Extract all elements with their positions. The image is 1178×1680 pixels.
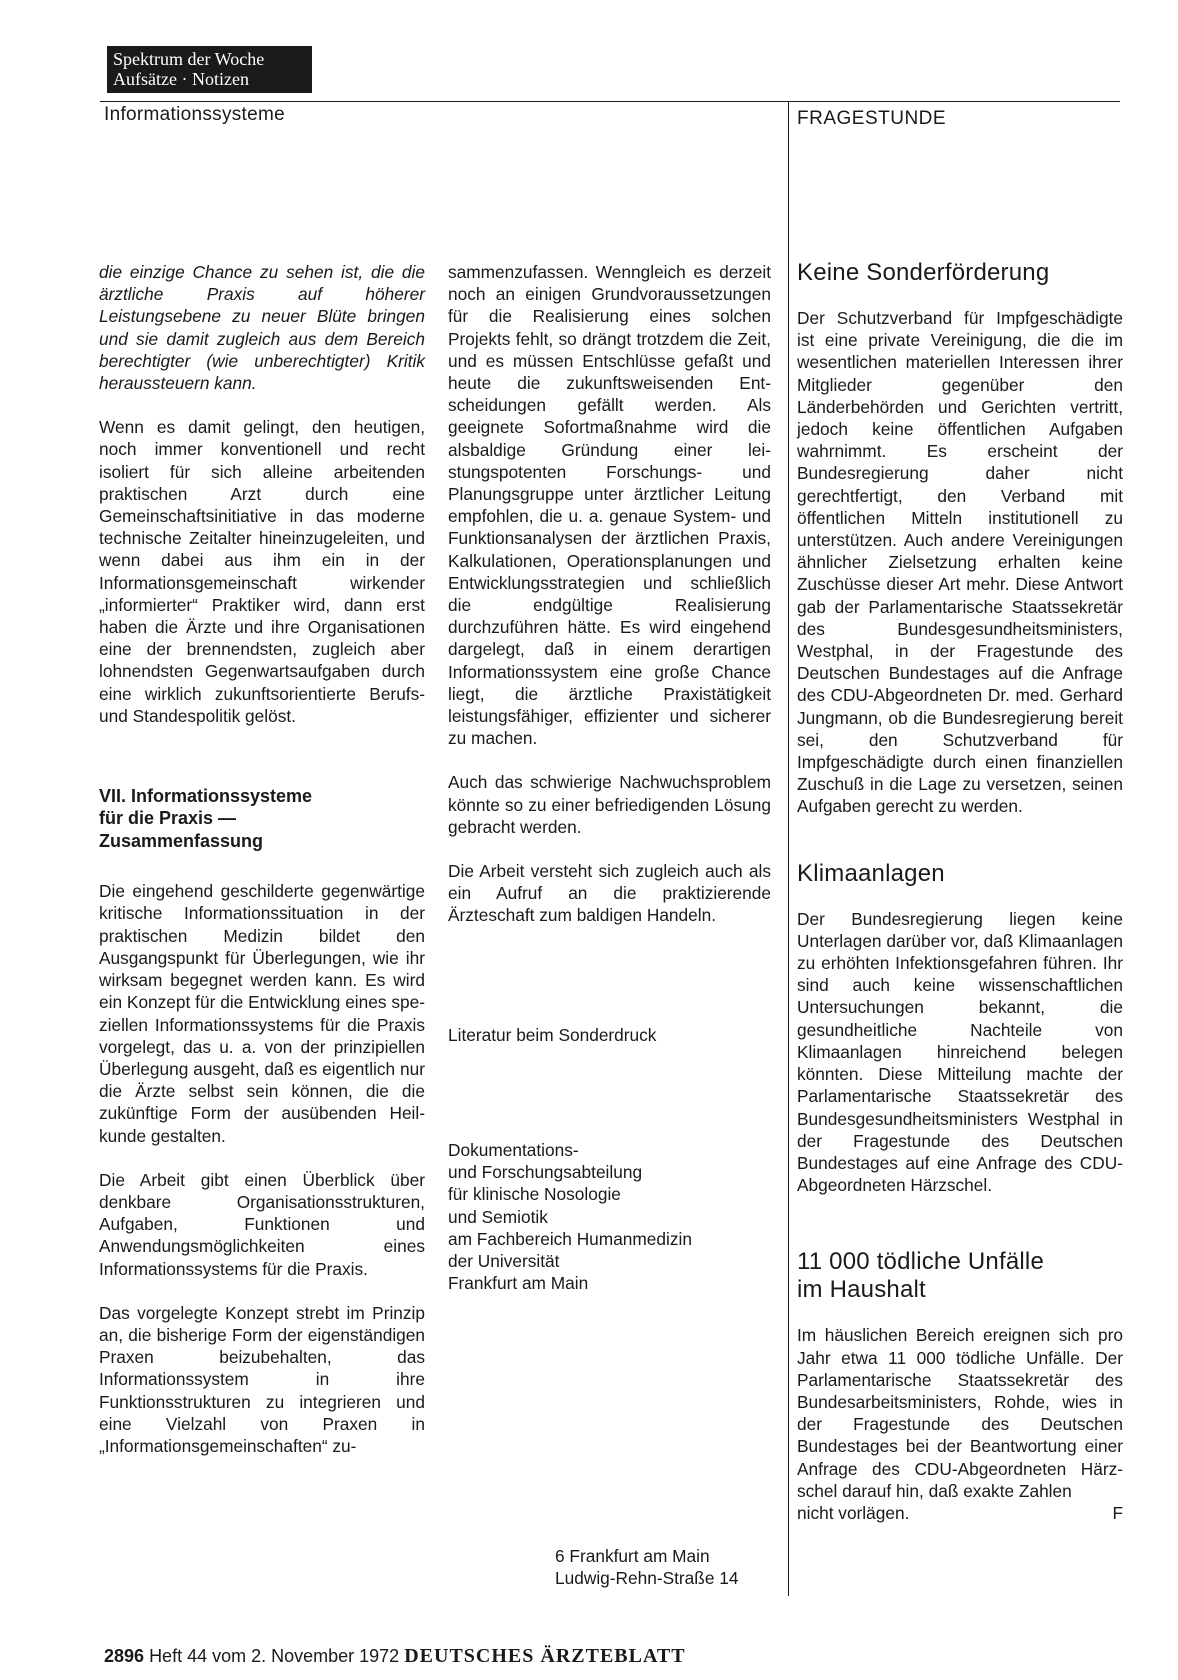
column-right <box>797 259 1123 1524</box>
magazine-name: DEUTSCHES ÄRZTEBLATT <box>404 1645 686 1667</box>
paragraph: Wenn es damit gelingt, den heutigen, noch immer konventionell und recht isoliert für sich alleine arbeitenden praktischen Arzt durch eine Gemeinschaftsinitiative in das moderne technische Zeitalter hineinzugeleiten, und wenn dabei aus ihm ein in der Informationsgemeinschaft wirkender „informierter“ Praktiker wird, dann erst haben die Ärzte und ihre Organisationen eine der brennendsten, zugleich aber lohnendsten Gegenwartsaufgaben durch eine wirklich zukunftsorientierte Berufs- und Standespolitik gelöst. <box>99 417 425 726</box>
paragraph: Der Schutzverband für Impfgeschädigte ist eine private Vereinigung, die die im wesentlichen materiellen Interessen ihrer Mitglieder gegenüber den Länderbehörden und Gerichten vertritt, jedoch keine öffentlichen Aufgaben wahrnimmt. Es erscheint der Bundesregierung daher nicht gerechtfertigt, den Verband mit öffentlichen Mitteln institutionell zu unterstützen. Auch andere Vereinigungen ähnlicher Zielsetzung erhalten keine Zuschüsse dieser Art mehr. Diese Antwort gab der Parlamentarische Staatssekretär des Bundesgesundheitsministers, Westphal, in der Fragestunde des Deutschen Bundestages auf die Anfrage des CDU-Abgeordneten Dr. med. Gerhard Jungmann, ob die Bundesregierung bereit sei, den Schutzverband für Impfgeschädigte durch einen finanziellen Zuschuß in die Lage zu versetzen, seinen Aufgaben gerecht zu werden. <box>797 308 1123 817</box>
section-title: Informationssysteme <box>104 104 285 125</box>
address-line: und Forschungsabteilung <box>448 1162 643 1183</box>
news-heading-line: 11 000 tödliche Unfälle <box>797 1248 1044 1276</box>
subheading-line: für die Praxis — <box>99 808 237 829</box>
header-rule <box>100 101 1120 102</box>
address-city: 6 Frankfurt am Main <box>555 1546 710 1566</box>
paragraph: Der Bundesregierung liegen keine Unterlagen darüber vor, daß Klimaanlagen zu erhöhten Infektionsgefahren führen. Ihr sind auch keine wissenschaftlichen Untersuchungen bekannt, die gesundheitliche Nachteile von Klimaanlagen hinreichend belegen könnten. Diese Mitteilung machte der Parlamentarische Staatssekretär des Bundesgesundheitsministers Westphal in der Fragestunde des Deutschen Bundestages auf eine Anfrage des CDU-Abgeordneten Härzschel. <box>797 908 1123 1196</box>
paragraph: Die eingehend geschilderte gegenwärtige kritische Informationssituation in der praktischen Medizin bildet den Ausgangspunkt für Überlegungen, wie ihr wirksam begegnet werden kann. Es wird ein Konzept für die Entwicklung eines speziellen Informationssystems für die Praxis vorgelegt, das u. a. von der prinzipiellen Überlegung ausgeht, daß es eigentlich nur die Ärzte selbst sein können, die die zukünftige Form der ausübenden Heilkunde gestalten. <box>99 881 425 1146</box>
news-heading-line: im Haushalt <box>797 1276 926 1304</box>
issue-info: Heft 44 vom 2. November 1972 <box>149 1646 400 1666</box>
address-street: Ludwig-Rehn-Straße 14 <box>555 1568 739 1589</box>
news-heading: Keine Sonderförderung <box>797 259 1050 286</box>
paragraph: Die Arbeit gibt einen Überblick über denkbare Organisationsstrukturen, Aufgaben, Funktionen und Anwendungsmöglichkeiten eines Informationssystems für die Praxis. <box>99 1169 425 1279</box>
address-line: Dokumentations- <box>448 1139 579 1160</box>
paragraph: sammenzufassen. Wenngleich es derzeit noch an einigen Grundvoraussetzungen für die Realisierung eines solchen Projekts fehlt, so drängt trotzdem die Zeit, und es müssen Entschlüsse gefaßt und heute die zukunftsweisenden Entscheidungen gefällt werden. Als geeignete Sofortmaßnahme wird die alsbaldige Gründung einer leistungspotenten Forschungs- und Planungsgruppe unter ärztlicher Leitung empfohlen, die u. a. genaue System- und Funktionsanalysen der ärztlichen Praxis, Kalkulationen, Operationsplanungen und Entwicklungsstrategien und schließlich die endgültige Realisierung durchzuführen hätte. Es wird eingehend dargelegt, daß in einem derartigen Informationssystem eine große Chance liegt, die ärztliche Praxistätigkeit leistungsfähiger, effizienter und sicherer zu machen. <box>448 262 771 749</box>
subheading-line: Zusammenfassung <box>99 830 264 851</box>
author-affiliation <box>448 1139 771 1294</box>
address-line: der Universität <box>448 1250 560 1271</box>
paragraph: Im häuslichen Bereich ereignen sich pro Jahr etwa 11 000 tödliche Unfälle. Der Parlamentarische Staatssekretär des Bundesarbeitsministers, Rohde, wies in der Fragestunde des Deutschen Bundestages bei der Beantwortung einer Anfrage des CDU-Abgeordneten Härzschel darauf hin, daß exakte Zahlen <box>797 1325 1123 1501</box>
subheading-summary <box>99 785 349 852</box>
column-middle <box>448 261 771 1316</box>
badge-line-2: Aufsätze · Notizen <box>113 69 249 89</box>
column-divider <box>788 101 789 1596</box>
postal-address <box>555 1545 738 1589</box>
paragraph: Die Arbeit versteht sich zugleich auch als ein Aufruf an die praktizierende Ärzteschaft zum baldigen Handeln. <box>448 861 771 926</box>
address-line: am Fachbereich Humanmedizin <box>448 1228 692 1249</box>
author-initial: F <box>1112 1502 1123 1523</box>
paragraph: Auch das schwierige Nachwuchsproblem könnte so zu einer befriedigenden Lösung gebracht werden. <box>448 772 771 837</box>
column-left <box>99 261 425 1479</box>
page-number: 2896 <box>104 1646 145 1666</box>
paragraph-last-line: nicht vorlägen. <box>797 1502 910 1523</box>
paragraph-end <box>797 1502 1123 1524</box>
page-footer <box>104 1645 686 1668</box>
paragraph-italic-intro: die einzige Chance zu sehen ist, die die ärztliche Praxis auf höherer Leistungsebene zu neuer Blüte bringen und sie damit zugleich aus dem Bereich berechtigter (wie unberechtigter) Kritik heraussteuern kann. <box>99 262 425 394</box>
subheading-line: VII. Informationssysteme <box>99 786 313 807</box>
right-section-title: FRAGESTUNDE <box>797 108 947 129</box>
news-heading: Klimaanlagen <box>797 859 945 887</box>
address-line: für klinische Nosologie <box>448 1184 621 1205</box>
address-line: Frankfurt am Main <box>448 1273 589 1294</box>
section-badge <box>107 46 312 93</box>
badge-line-1: Spektrum der Woche <box>113 49 265 69</box>
address-line: und Semiotik <box>448 1206 548 1227</box>
news-heading <box>797 1248 1123 1304</box>
paragraph: Das vorgelegte Konzept strebt im Prinzip an, die bisherige Form der eigenständigen Praxen beizubehalten, das Informationssystem in ihre Funktionsstrukturen zu integrieren und eine Vielzahl von Praxen in „Informationsgemeinschaften“ zu- <box>99 1302 425 1456</box>
literature-note: Literatur beim Sonderdruck <box>448 1024 657 1045</box>
